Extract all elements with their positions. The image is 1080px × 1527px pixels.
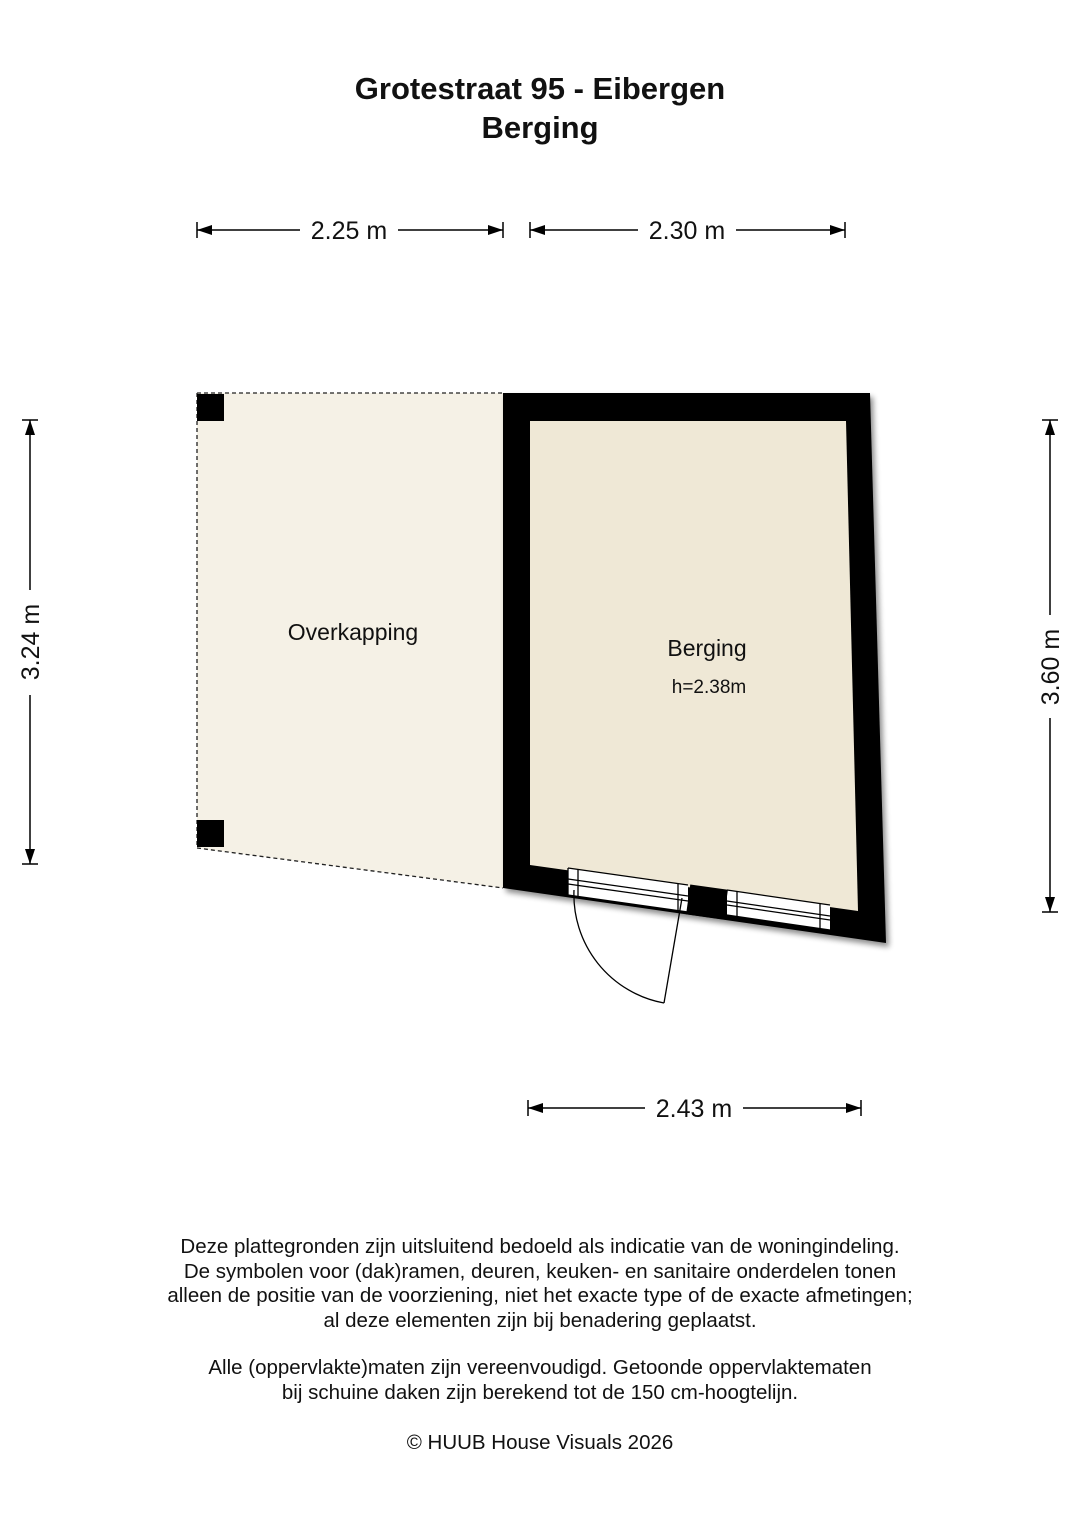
berging-floor [530,421,858,911]
dim-top-right-arrow-start [530,225,545,235]
wall-pillar [686,885,728,920]
plan-address-title: Grotestraat 95 - Eibergen [354,71,726,106]
dim-top-right-label: 2.30 m [648,217,726,245]
disclaimer-line: De symbolen voor (dak)ramen, deuren, keuken- en sanitaire onderdelen tonen [183,1259,897,1283]
floor-name-title: Berging [481,110,599,145]
disclaimer-paragraph-1 [0,1235,1080,1333]
berging-height-label: h=2.38m [671,677,747,698]
door-leaf [664,898,682,1003]
dim-right-label: 3.60 m [1037,628,1065,706]
disclaimer-line: alleen de positie van de voorziening, niet het exacte type of de exacte afmetingen; [167,1284,913,1307]
dim-left-arrow-start [25,420,35,435]
dim-left-arrow-end [25,849,35,864]
dim-left-label: 3.24 m [17,603,45,681]
dim-top-right-arrow-end [830,225,845,235]
dim-bottom-arrow-start [528,1103,543,1113]
disclaimer-line: bij schuine daken zijn berekend tot de 150 cm-hoogtelijn. [281,1380,799,1404]
dim-right-arrow-start [1045,420,1055,435]
dim-right-arrow-end [1045,897,1055,912]
berging-label: Berging [667,635,747,661]
dim-bottom-arrow-end [846,1103,861,1113]
support-post-top [197,394,224,421]
disclaimer-line: Deze plattegronden zijn uitsluitend bedoeld als indicatie van de woningindeling. [180,1235,900,1258]
disclaimer-paragraph-2 [0,1356,1080,1405]
dim-top-left-label: 2.25 m [310,217,388,245]
support-post-bottom [197,820,224,847]
overkapping-label: Overkapping [287,619,419,645]
dim-bottom-label: 2.43 m [655,1095,733,1123]
disclaimer-line: al deze elementen zijn bij benadering geplaatst. [323,1308,757,1332]
copyright-notice: © HUUB House Visuals 2026 [406,1431,674,1454]
disclaimer-line: Alle (oppervlakte)maten zijn vereenvoudigd. Getoonde oppervlaktematen [208,1356,872,1379]
dim-top-left-arrow-end [488,225,503,235]
dim-top-left-arrow-start [197,225,212,235]
